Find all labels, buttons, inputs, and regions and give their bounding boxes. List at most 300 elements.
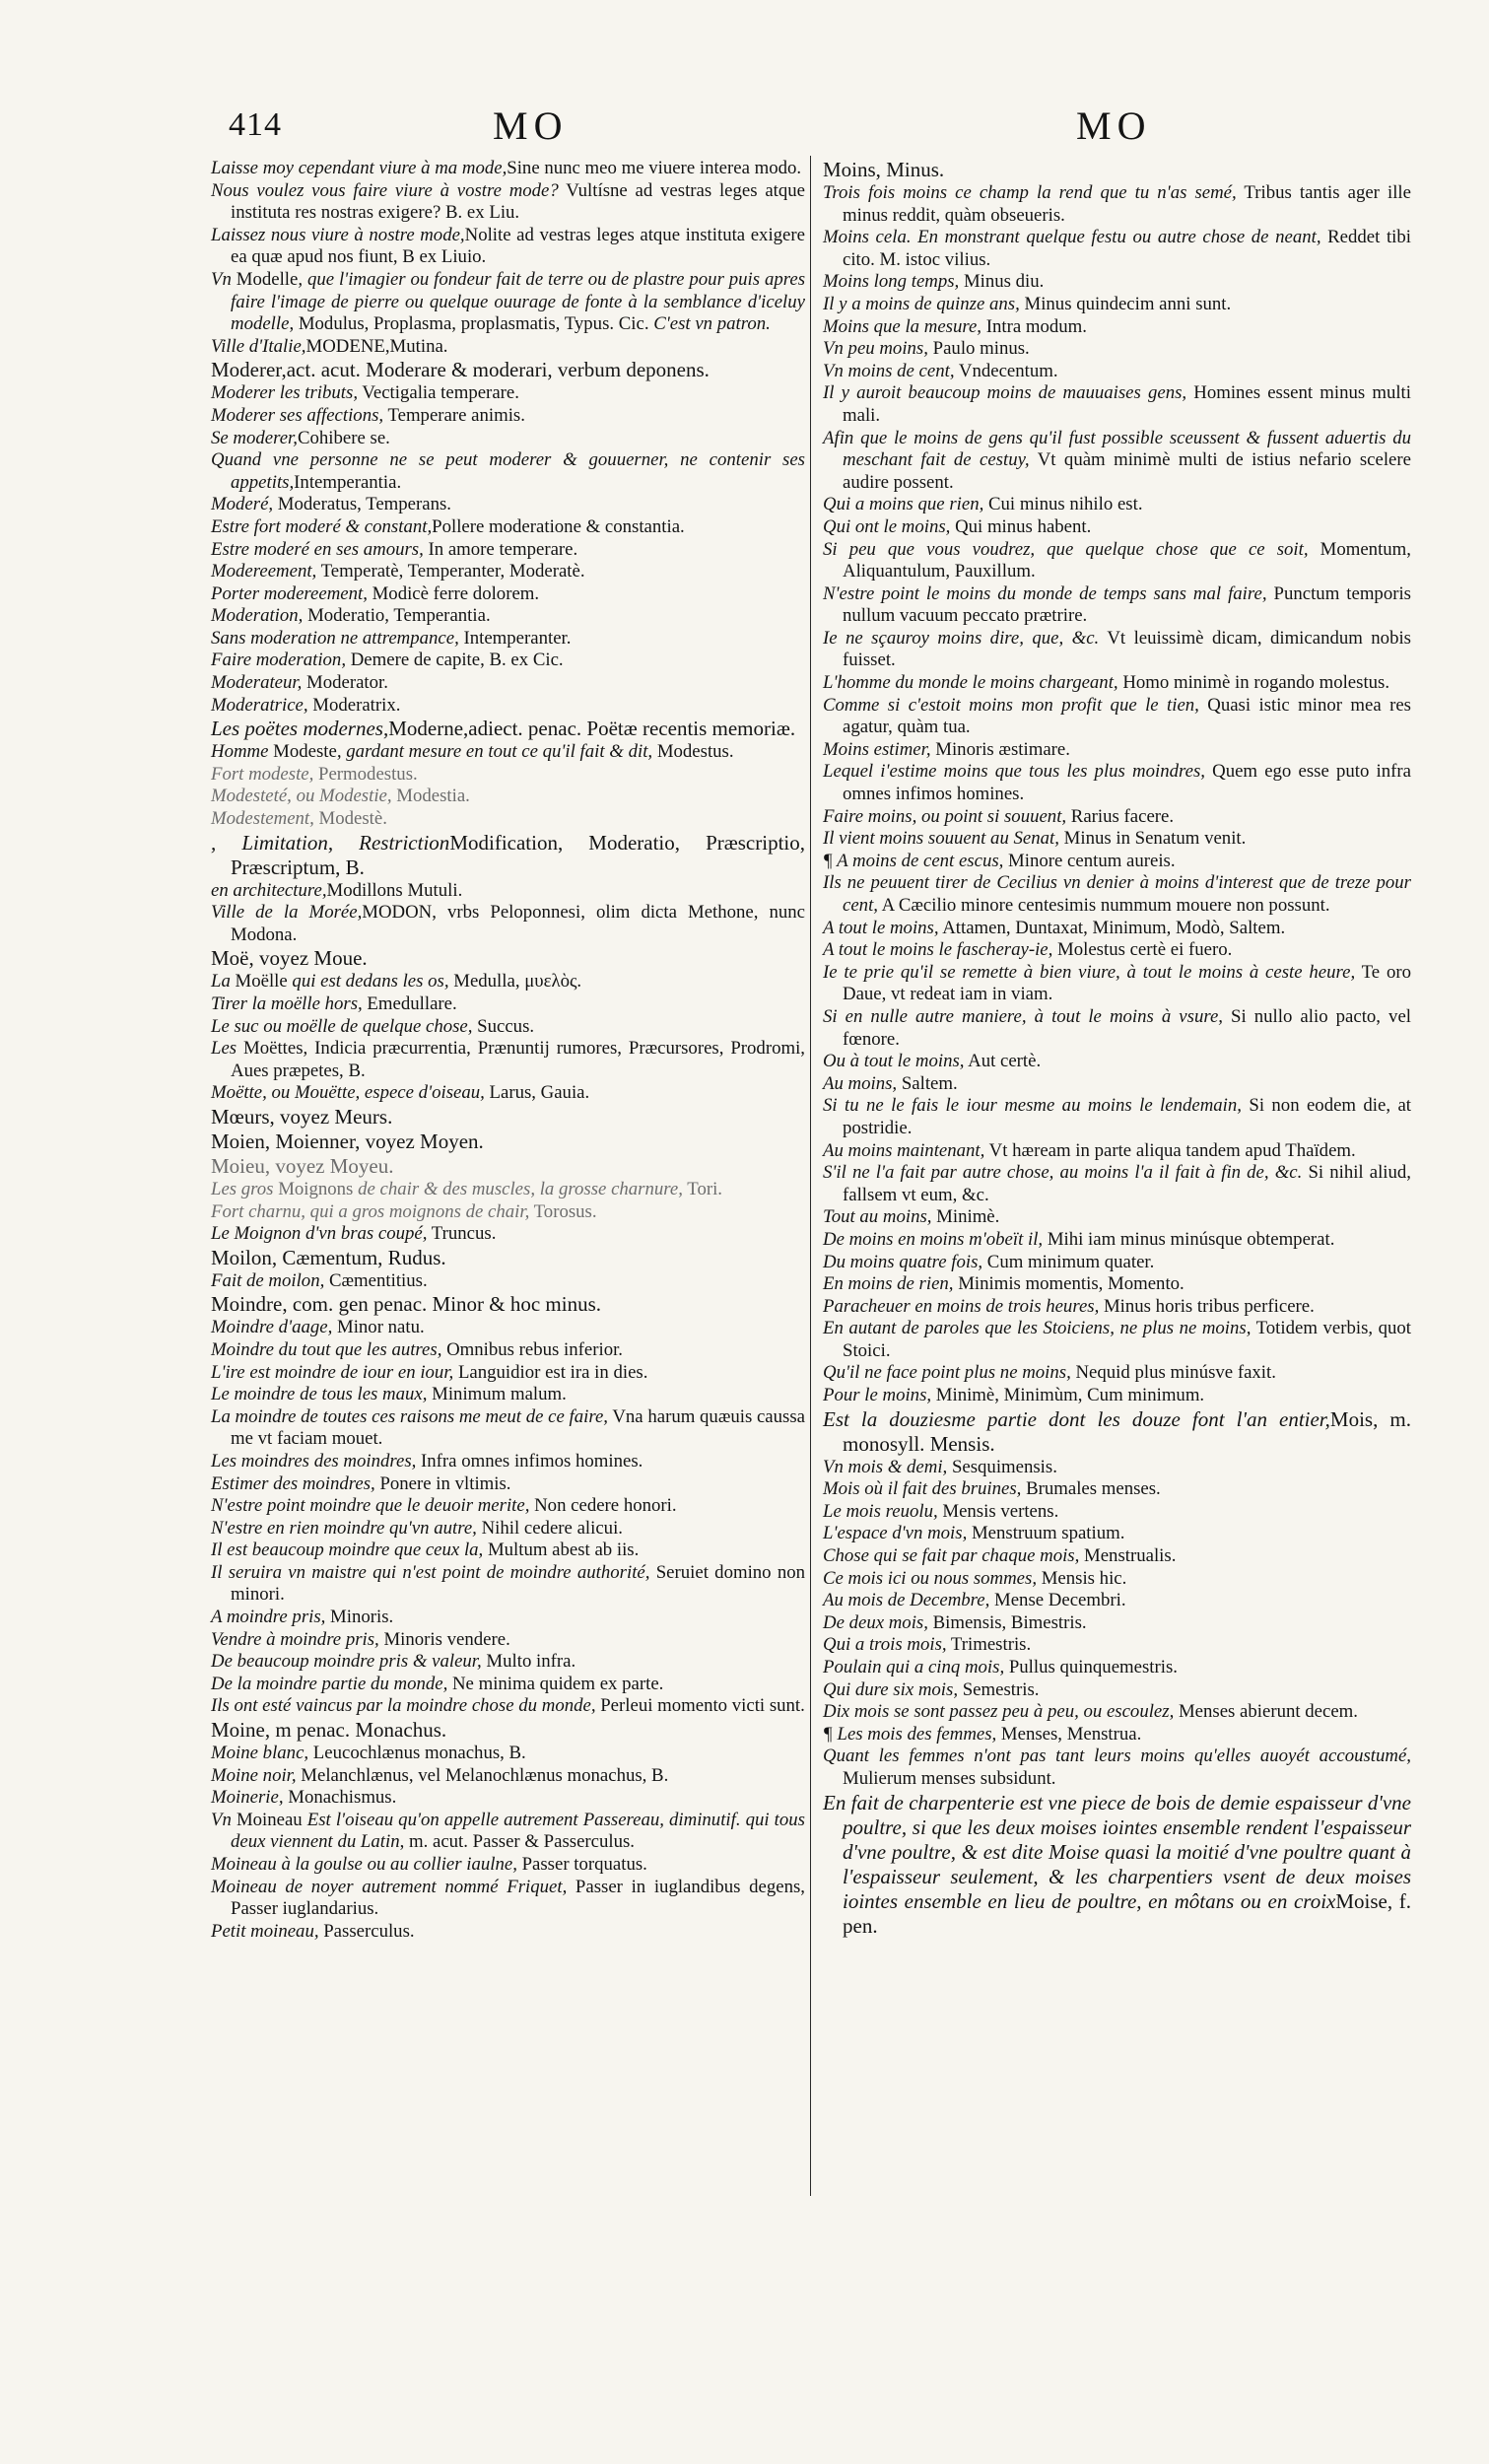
dictionary-entry [211,1406,805,1451]
latin-text: Si non eodem die, at postridie. [843,1095,1411,1138]
french-text: N'estre point le moins du monde de temps sans mal faire, [823,582,1267,604]
dictionary-entry [211,1105,805,1129]
french-text: Porter modereement, [211,582,368,604]
dictionary-entry [823,1634,1411,1657]
latin-text: vrbs Peloponnesi, [436,902,585,924]
latin-text: Homines essent minus multi mali. [843,382,1411,426]
dictionary-entry [823,628,1411,672]
latin-text: Minor natu. [332,1317,425,1338]
french-text: Les moindres des moindres, [211,1450,417,1472]
dictionary-entry [823,828,1411,851]
french-text: Les poëtes modernes, [211,717,389,741]
latin-text: Pollere moderatione & constantia. [432,515,685,537]
latin-text: Passerculus. [318,1920,415,1942]
latin-text: Multo infra. [481,1651,576,1673]
headword: Moise [1335,1888,1387,1913]
latin-text: Minimè, Minimùm, Cum minimum. [931,1385,1205,1406]
french-text: ¶ Les mois des femmes, [823,1723,997,1745]
latin-text: Intemperanter. [458,627,572,649]
dictionary-entry [823,1252,1411,1274]
dictionary-entry [211,1518,805,1540]
dictionary-entry [823,1791,1411,1939]
french-text: Il seruira vn maistre qui n'est point de moindre authorité, [211,1561,650,1583]
latin-text: Cui minus nihilo est. [983,494,1143,515]
latin-text: Vna harum quæuis caussa me vt faciam mouet. [231,1405,805,1450]
dictionary-entry [823,1229,1411,1252]
headword: Moien, Moienner, [211,1129,361,1153]
dictionary-entry [211,1607,805,1629]
french-text: C'est vn patron. [648,313,771,335]
latin-text: Pullus quinquemestris. [1004,1657,1178,1677]
french-text: Modereement, [211,561,317,582]
french-text: Moins que la mesure, [823,315,982,337]
dictionary-entry [211,1082,805,1105]
dictionary-entry [211,902,805,946]
dictionary-entry [211,831,805,880]
latin-text: Bimensis, Bimestris. [927,1611,1087,1633]
latin-text: Temperare animis. [383,404,525,426]
running-head-left: MO [493,103,569,148]
french-text: Moderation, [211,605,304,627]
dictionary-entry [211,1016,805,1039]
french-text: Moderatrice, [211,694,308,716]
latin-text: Qui minus habent. [950,515,1092,537]
headword: Moilon, [211,1245,278,1269]
french-text: Moineau de noyer autrement nommé Friquet, [211,1876,568,1897]
french-text: Moëtte, ou Mouëtte, espece d'oiseau, [211,1082,485,1104]
dictionary-entry [823,1273,1411,1296]
dictionary-entry [211,1877,805,1921]
french-text: Les gros [211,1178,279,1199]
headword: Moineau [236,1809,303,1830]
dictionary-entry [211,1695,805,1718]
dictionary-entry [823,761,1411,805]
headword: Mois [1329,1406,1374,1431]
dictionary-entry [823,271,1411,294]
latin-text: Tribus tantis ager ille minus reddit, quàm obseueris. [843,182,1411,226]
dictionary-entry [823,872,1411,917]
latin-text: Leucochlænus monachus, B. [308,1743,526,1764]
dictionary-entry [211,1038,805,1082]
dictionary-entry [823,1457,1411,1479]
dictionary-entry [211,516,805,539]
latin-text: Minus diu. [959,271,1045,293]
french-text: Tout au moins, [823,1206,932,1228]
french-text: La [211,971,236,992]
dictionary-entry [211,1179,805,1201]
dictionary-entry [211,993,805,1016]
dictionary-entry [211,1854,805,1877]
french-text: Tirer la moëlle hors, [211,993,363,1014]
headword: Modillons [326,879,403,901]
latin-text: Trimestris. [946,1634,1032,1656]
french-text: Vn [211,1809,237,1830]
latin-text: Minimis momentis, Momento. [953,1273,1184,1295]
dictionary-entry [823,806,1411,829]
latin-text: Attamen, Duntaxat, Minimum, Modò, Saltem. [938,917,1286,938]
latin-text: Vultísne ad vestras leges atque instituta res nostras exigere? B. ex Liu. [231,179,805,224]
dictionary-entry [823,695,1411,739]
latin-text: Medulla, μυελὸς. [448,971,582,992]
dictionary-entry [823,1568,1411,1591]
french-text: Si peu que vous voudrez, que quelque chose que ce soit, [823,538,1309,560]
dictionary-entry [823,539,1411,583]
dictionary-entry [823,1612,1411,1635]
french-text: Laissez nous viure à nostre mode, [211,224,465,245]
dictionary-entry [823,1006,1411,1051]
french-text: L'homme du monde le moins chargeant, [823,672,1118,694]
dictionary-entry [211,1787,805,1810]
french-text: De beaucoup moindre pris & valeur, [211,1651,482,1673]
french-text: Moins cela. En monstrant quelque festu ou autre chose de neant, [823,227,1321,248]
dictionary-entry [211,695,805,718]
headword: Moderne, [388,717,469,741]
french-text: Vn mois & demi, [823,1456,948,1477]
dictionary-entry [823,382,1411,427]
dictionary-entry [823,672,1411,695]
french-text: Mois où il fait des bruines, [823,1478,1022,1500]
latin-text: Melanchlænus, vel Melanochlænus monachus, B. [296,1764,669,1786]
dictionary-entry [211,539,805,562]
dictionary-entry [823,1724,1411,1746]
french-text: Moineau à la goulse ou au collier iaulne, [211,1854,517,1875]
latin-text: Vt hæream in parte aliqua tandem apud Thaïdem. [984,1139,1356,1161]
dictionary-entry [823,1385,1411,1407]
dictionary-entry [823,962,1411,1006]
french-text: De la moindre partie du monde, [211,1673,448,1694]
latin-text: Larus, Gauia. [484,1082,590,1104]
dictionary-entry [211,1292,805,1317]
french-text: Estre moderé en ses amours, [211,538,424,560]
dictionary-entry [211,1810,805,1854]
latin-text: , Modulus, Proplasma, proplasmatis, Typus. Cic. [289,313,649,335]
dictionary-entry [211,269,805,336]
french-text: N'estre en rien moindre qu'vn autre, [211,1517,477,1539]
latin-text: Poëtæ recentis memoriæ. [581,717,796,741]
french-text: Moine noir, [211,1764,297,1786]
headword: Moë, [211,946,254,971]
latin-text: Monachismus. [283,1787,397,1809]
latin-text: Mutina. [389,335,448,357]
latin-text: Vndecentum. [954,360,1058,381]
latin-text: Vt quàm minimè multi de istius nefario scelere audire possent. [843,449,1411,493]
dictionary-entry [823,158,1411,182]
latin-text: Moderatio, Temperantia. [303,605,491,627]
dictionary-entry [211,1562,805,1607]
french-text: Pour le moins, [823,1385,932,1406]
latin-text: Modicè ferre dolorem. [367,582,540,604]
french-text: L'espace d'vn mois, [823,1523,968,1544]
dictionary-entry [823,428,1411,495]
dictionary-entry [823,1162,1411,1206]
french-text: ¶ A moins de cent escus, [823,850,1004,871]
latin-text: Aut certè. [964,1051,1042,1072]
headword: Modification [449,830,558,855]
french-text: Il y a moins de quinze ans, [823,293,1020,314]
dictionary-entry [211,382,805,405]
french-text: Faire moins, ou point si souuent, [823,805,1067,827]
latin-text: Semestris. [958,1678,1040,1700]
dictionary-entry [823,1095,1411,1139]
latin-text: Cohibere se. [297,427,390,448]
dictionary-entry [211,358,805,382]
french-text: Le Moignon d'vn bras coupé, [211,1223,428,1245]
latin-text: Vectigalia temperare. [358,382,519,404]
latin-text: Minoris æstimare. [930,738,1070,760]
latin-text: Moderatrix. [307,694,401,716]
french-text: Se moderer, [211,427,298,448]
french-text: Au moins, [823,1072,898,1094]
latin-text: Cum minimum quater. [982,1251,1155,1272]
latin-text: Menstrualis. [1079,1545,1177,1567]
dictionary-entry [823,1206,1411,1229]
latin-text: , m. monosyll. [843,1406,1412,1456]
french-text: N'estre point moindre que le deuoir merite, [211,1495,530,1517]
dictionary-entry [823,1140,1411,1163]
latin-text: Nolite ad vestras leges atque instituta exigere ea quæ apud nos fiunt, B ex Liuio. [231,224,805,268]
left-column [211,158,805,1943]
latin-text: adiect. penac. [468,717,582,741]
latin-text: Minoris vendere. [378,1628,510,1650]
dictionary-entry [211,1674,805,1696]
french-text: Quand vne personne ne se peut moderer & gouuerner, ne contenir ses appetits, [211,449,805,493]
dictionary-entry [823,1407,1411,1457]
latin-text: voyez Moyen. [360,1129,484,1153]
french-text: Poulain qui a cinq mois, [823,1657,1005,1677]
dictionary-entry [211,561,805,583]
french-text: Ce mois ici ou nous sommes, [823,1567,1038,1589]
latin-text: act. acut. Moderare & moderari, verbum deponens. [286,358,710,382]
latin-text: Minus in Senatum venit. [1058,828,1247,850]
latin-text: In amore temperare. [423,538,578,560]
latin-text: Modestia. [391,786,470,807]
latin-text: Sine nunc meo me viuere interea modo. [507,158,802,178]
latin-text: olim dicta Methone, nunc Modona. [231,902,806,945]
french-text: Au moins maintenant, [823,1139,985,1161]
french-text: De moins en moins m'obeït il, [823,1228,1044,1250]
french-text: Ils ont esté vaincus par la moindre chose du monde, [211,1695,596,1717]
french-text: Moderateur, [211,672,303,694]
french-text: Il y auroit beaucoup moins de mauuaises gens, [823,382,1187,404]
latin-text: Modestus. [652,741,734,763]
latin-text: Molestus certè ei fuero. [1052,939,1233,961]
running-head-right: MO [1076,103,1152,148]
dictionary-entry [211,1339,805,1362]
latin-text: , Moderatio, Præscriptio, Præscriptum, B. [231,830,805,879]
latin-text: Intemperantia. [294,471,402,493]
french-text: Est la douziesme partie dont les douze font l'an entier, [823,1406,1330,1431]
latin-text: Menses, Menstrua. [996,1723,1142,1745]
headword: Moëttes [243,1038,304,1060]
dictionary-entry [211,1270,805,1293]
french-text: Le mois reuolu, [823,1500,938,1522]
french-text: Homme [211,741,274,763]
dictionary-entry [823,516,1411,539]
french-text: Au mois de Decembre, [823,1590,990,1611]
latin-text: Infra omnes infimos homines. [416,1450,643,1472]
latin-text: Nequid plus minúsve faxit. [1070,1362,1276,1384]
dictionary-entry [211,449,805,494]
french-text: S'il ne l'a fait par autre chose, au moins l'a il fait à fin de, &c. [823,1162,1303,1184]
dictionary-entry [211,672,805,695]
dictionary-entry [211,808,805,831]
dictionary-entry [823,1701,1411,1724]
french-text: Paracheuer en moins de trois heures, [823,1295,1100,1317]
french-text: Fort charnu, qui a gros moignons de chair, [211,1200,530,1222]
french-text: Vn peu moins, [823,338,928,360]
french-text: Qu'il ne face point plus ne moins, [823,1362,1071,1384]
dictionary-entry [211,1223,805,1246]
french-text: Vn [211,268,237,290]
french-text: Trois fois moins ce champ la rend que tu n'as semé, [823,182,1237,203]
french-text: Ou à tout le moins, [823,1051,965,1072]
dictionary-entry [211,1651,805,1674]
dictionary-entry [211,764,805,787]
french-text: En autant de paroles que les Stoiciens, ne plus ne moins, [823,1318,1252,1339]
dictionary-entry [211,1540,805,1562]
french-text: Vendre à moindre pris, [211,1628,379,1650]
latin-text: Ponere in vltimis. [374,1472,511,1494]
latin-text: Moderator. [302,672,388,694]
headword: Moderer, [211,358,287,382]
latin-text: Menstruum spatium. [967,1523,1125,1544]
french-text: Il est beaucoup moindre que ceux la, [211,1540,484,1561]
latin-text: Punctum temporis nullum vacuum peccato prætrire. [843,582,1411,627]
french-text: A moindre pris, [211,1607,326,1628]
french-text: en architecture, [211,879,327,901]
latin-text: Totidem verbis, quot Stoici. [843,1318,1411,1361]
latin-text: Minus horis tribus perficere. [1099,1295,1315,1317]
dictionary-entry [823,1657,1411,1679]
french-text: Moinerie, [211,1787,284,1809]
latin-text: Mensis hic. [1037,1567,1127,1589]
latin-text: Mihi iam minus minúsque obtemperat. [1043,1228,1335,1250]
latin-text: Modestè. [313,808,387,830]
french-text: Ie te prie qu'il se remette à bien viure, à tout le moins à ceste heure, [823,961,1356,983]
latin-text: voyez Moyeu. [270,1153,394,1178]
french-text: Est l'oiseau qu'on appelle autrement Passereau, diminutif. qui tous deux viennent du Latin [231,1809,805,1853]
dictionary-entry [823,294,1411,316]
latin-text: Mensis. [924,1431,995,1456]
latin-text: Mense Decembri. [989,1590,1126,1611]
latin-text: Minore centum aureis. [1003,850,1176,871]
french-text: Afin que le moins de gens qu'il fust possible sceussent & fussent aduertis du meschant fait de cestuy, [823,427,1411,471]
french-text: Moderé, [211,494,274,515]
dictionary-entry [211,583,805,606]
french-text: Petit moineau, [211,1920,319,1942]
latin-text: Minoris. [325,1607,394,1628]
dictionary-entry [211,1921,805,1944]
dictionary-entry [211,1629,805,1652]
dictionary-entry [823,1679,1411,1702]
dictionary-entry [211,1743,805,1765]
latin-text: Vt leuissimè dicam, dimicandum nobis fuisset. [843,627,1411,671]
dictionary-entry [211,336,805,359]
dictionary-entry [823,338,1411,361]
french-text: de chair & des muscles, la grosse charnure, [353,1178,683,1199]
dictionary-entry [211,225,805,269]
latin-text: Paulo minus. [927,338,1030,360]
french-text: En moins de rien, [823,1273,954,1295]
dictionary-entry [211,1201,805,1224]
french-text: Lequel i'estime moins que tous les plus moindres, [823,761,1205,783]
dictionary-entry [823,1478,1411,1501]
french-text: Qui a moins que rien, [823,494,984,515]
french-text: Vn moins de cent, [823,360,955,381]
french-text: Laisse moy cependant viure à ma mode, [211,158,508,178]
latin-text: Perleui momento victi sunt. [595,1695,805,1717]
dictionary-entry [211,741,805,764]
french-text: Moderer ses affections, [211,404,384,426]
french-text: Fort modeste, [211,763,314,785]
latin-text: com. gen penac. Minor & hoc minus. [287,1292,602,1317]
latin-text: Seruiet domino non minori. [231,1561,805,1606]
dictionary-entry [823,1501,1411,1524]
headword: Moindre, [211,1292,288,1317]
dictionary-entry [823,1523,1411,1545]
french-text: Le moindre de tous les maux, [211,1384,428,1405]
french-text: , gardant mesure en tout ce qu'il fait & dit, [336,741,653,763]
french-text: Estre fort moderé & constant, [211,515,433,537]
latin-text: , Indicia præcurrentia, Prænuntij rumores, Præcursores, Prodromi, Aues præpetes, B. [231,1038,805,1081]
french-text: Chose qui se fait par chaque mois, [823,1545,1080,1567]
french-text: L'ire est moindre de iour en iour, [211,1361,454,1383]
french-text: Si en nulle autre maniere, à tout le moins à vsure, [823,1005,1223,1027]
latin-text: voyez Meurs. [274,1104,393,1129]
latin-text: Mensis vertens. [937,1500,1059,1522]
latin-text: Momentum, Aliquantulum, Pauxillum. [843,538,1411,582]
latin-text: Succus. [472,1015,535,1037]
latin-text: , f. pen. [843,1888,1411,1938]
right-column [823,158,1411,1939]
latin-text: Saltem. [897,1072,958,1094]
page-number: 414 [229,106,282,143]
dictionary-entry [211,158,805,180]
french-text: , que l'imagier ou fondeur fait de terre ou de plastre pour puis apres faire l'image de pierre ou quelque ouurage de fonte à la semblance d'iceluy modelle [231,268,806,335]
dictionary-entry [823,361,1411,383]
latin-text: A Cæcilio minore centesimis nummum mouere non possunt. [877,895,1330,916]
french-text: Fait de moilon, [211,1269,325,1291]
column-divider [810,156,811,2196]
dictionary-entry [211,971,805,993]
latin-text: Emedullare. [362,993,457,1014]
latin-text: Temperatè, Temperanter, Moderatè. [316,561,585,582]
dictionary-entry [823,1318,1411,1362]
dictionary-entry [823,1362,1411,1385]
dictionary-entry [823,316,1411,339]
latin-text: voyez Moue. [253,946,368,971]
french-text: Estimer des moindres, [211,1472,375,1494]
latin-text: Si nullo alio pacto, vel fœnore. [843,1005,1411,1050]
french-text: La moindre de toutes ces raisons me meut de ce faire, [211,1405,608,1427]
dictionary-entry [211,405,805,428]
dictionary-entry [211,880,805,903]
latin-text: Cæmentitius. [324,1269,428,1291]
latin-text: Cæmentum, Rudus. [277,1245,446,1269]
french-text: Si tu ne le fais le iour mesme au moins le lendemain, [823,1095,1242,1117]
headword: Moine, [211,1718,271,1743]
dictionary-entry [823,583,1411,628]
french-text: Moine blanc, [211,1743,309,1764]
dictionary-entry [211,605,805,628]
latin-text: Sesquimensis. [947,1456,1057,1477]
french-text: Moins estimer, [823,738,931,760]
dictionary-entry [211,628,805,650]
french-text: Faire moderation, [211,650,347,671]
headword: Moignons [278,1178,354,1199]
latin-text: , m. acut. [399,1831,468,1853]
latin-text: Minus. [880,158,945,181]
